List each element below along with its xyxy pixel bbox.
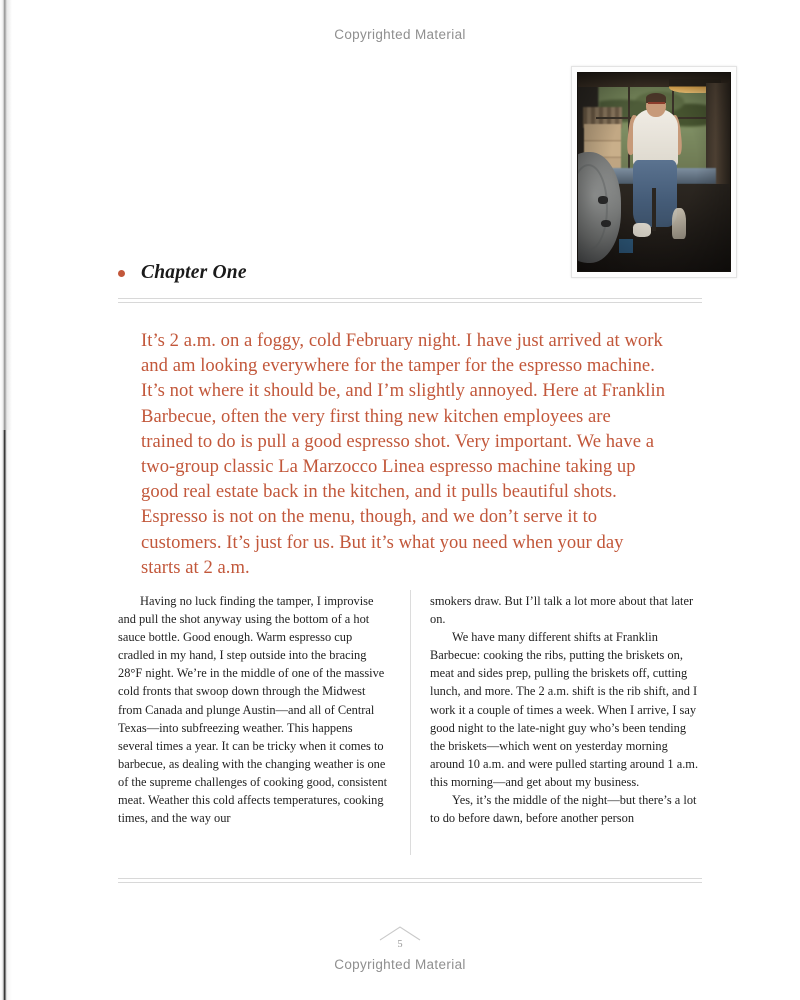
bullet-dot-icon — [118, 270, 125, 277]
paragraph: smokers draw. But I’ll talk a lot more about that later on. — [430, 594, 694, 627]
paragraph: Yes, it’s the middle of the night—but there’s a lot to do before dawn, before another person — [430, 793, 697, 826]
paragraph: We have many different shifts at Franklin Barbecue: cooking the ribs, putting the briskets on, meat and sides prep, pulling the briskets off, cutting lunch, and more. The 2 a.m. shift is the rib shift, and I work it a couple of times a week. When I arrive, I say good night to the late-night guy who’s been tending the briskets—which went on yesterday morning around 10 a.m. and were pulled starting around 1 a.m. this morning—and get about my business. — [430, 630, 699, 789]
chapter-photo — [571, 66, 737, 278]
body-columns — [118, 592, 702, 854]
photo-image — [577, 72, 731, 272]
body-column-left — [118, 592, 390, 854]
paragraph: Having no luck finding the tamper, I improvise and pull the shot anyway using the bottom of a hot sauce bottle. Good enough. Warm espresso cup cradled in my hand, I step outside into the bracing 28°F night. We’re in the middle of one of the massive cold fronts that swoop down through the Midwest from Canada and plunge Austin—and all of Central Texas—into subfreezing weather. This happens several times a year. It can be tricky when it comes to barbecue, as dealing with the changing weather is one of the supreme challenges of cooking good, consistent meat. Weather this cold affects temperatures, cooking times, and the way our — [118, 594, 388, 826]
running-foot: Copyrighted Material — [334, 957, 466, 972]
chapter-heading — [118, 262, 247, 284]
page-number: 5 — [397, 939, 403, 950]
chapter-title: Chapter One — [141, 262, 247, 283]
rule-top — [118, 298, 702, 303]
body-column-right — [430, 592, 702, 854]
rule-bottom — [118, 878, 702, 883]
intro-paragraph: It’s 2 a.m. on a foggy, cold February night. I have just arrived at work and am looking everywhere for the tamper for the espresso machine. It’s not where it should be, and I’m slightly annoyed. Here at Franklin Barbecue, often the very first thing new kitchen employees are trained to do is pull a good espresso shot. Very important. We have a two-group classic La Marzocco Linea espresso machine taking up good real estate back in the kitchen, and it pulls beautiful shots. Espresso is not on the menu, though, and we don’t serve it to customers. It’s just for us. But it’s what you need when your day starts at 2 a.m. — [141, 330, 666, 578]
photo-vignette — [578, 73, 730, 271]
running-head: Copyrighted Material — [334, 27, 466, 42]
folio — [0, 925, 800, 950]
